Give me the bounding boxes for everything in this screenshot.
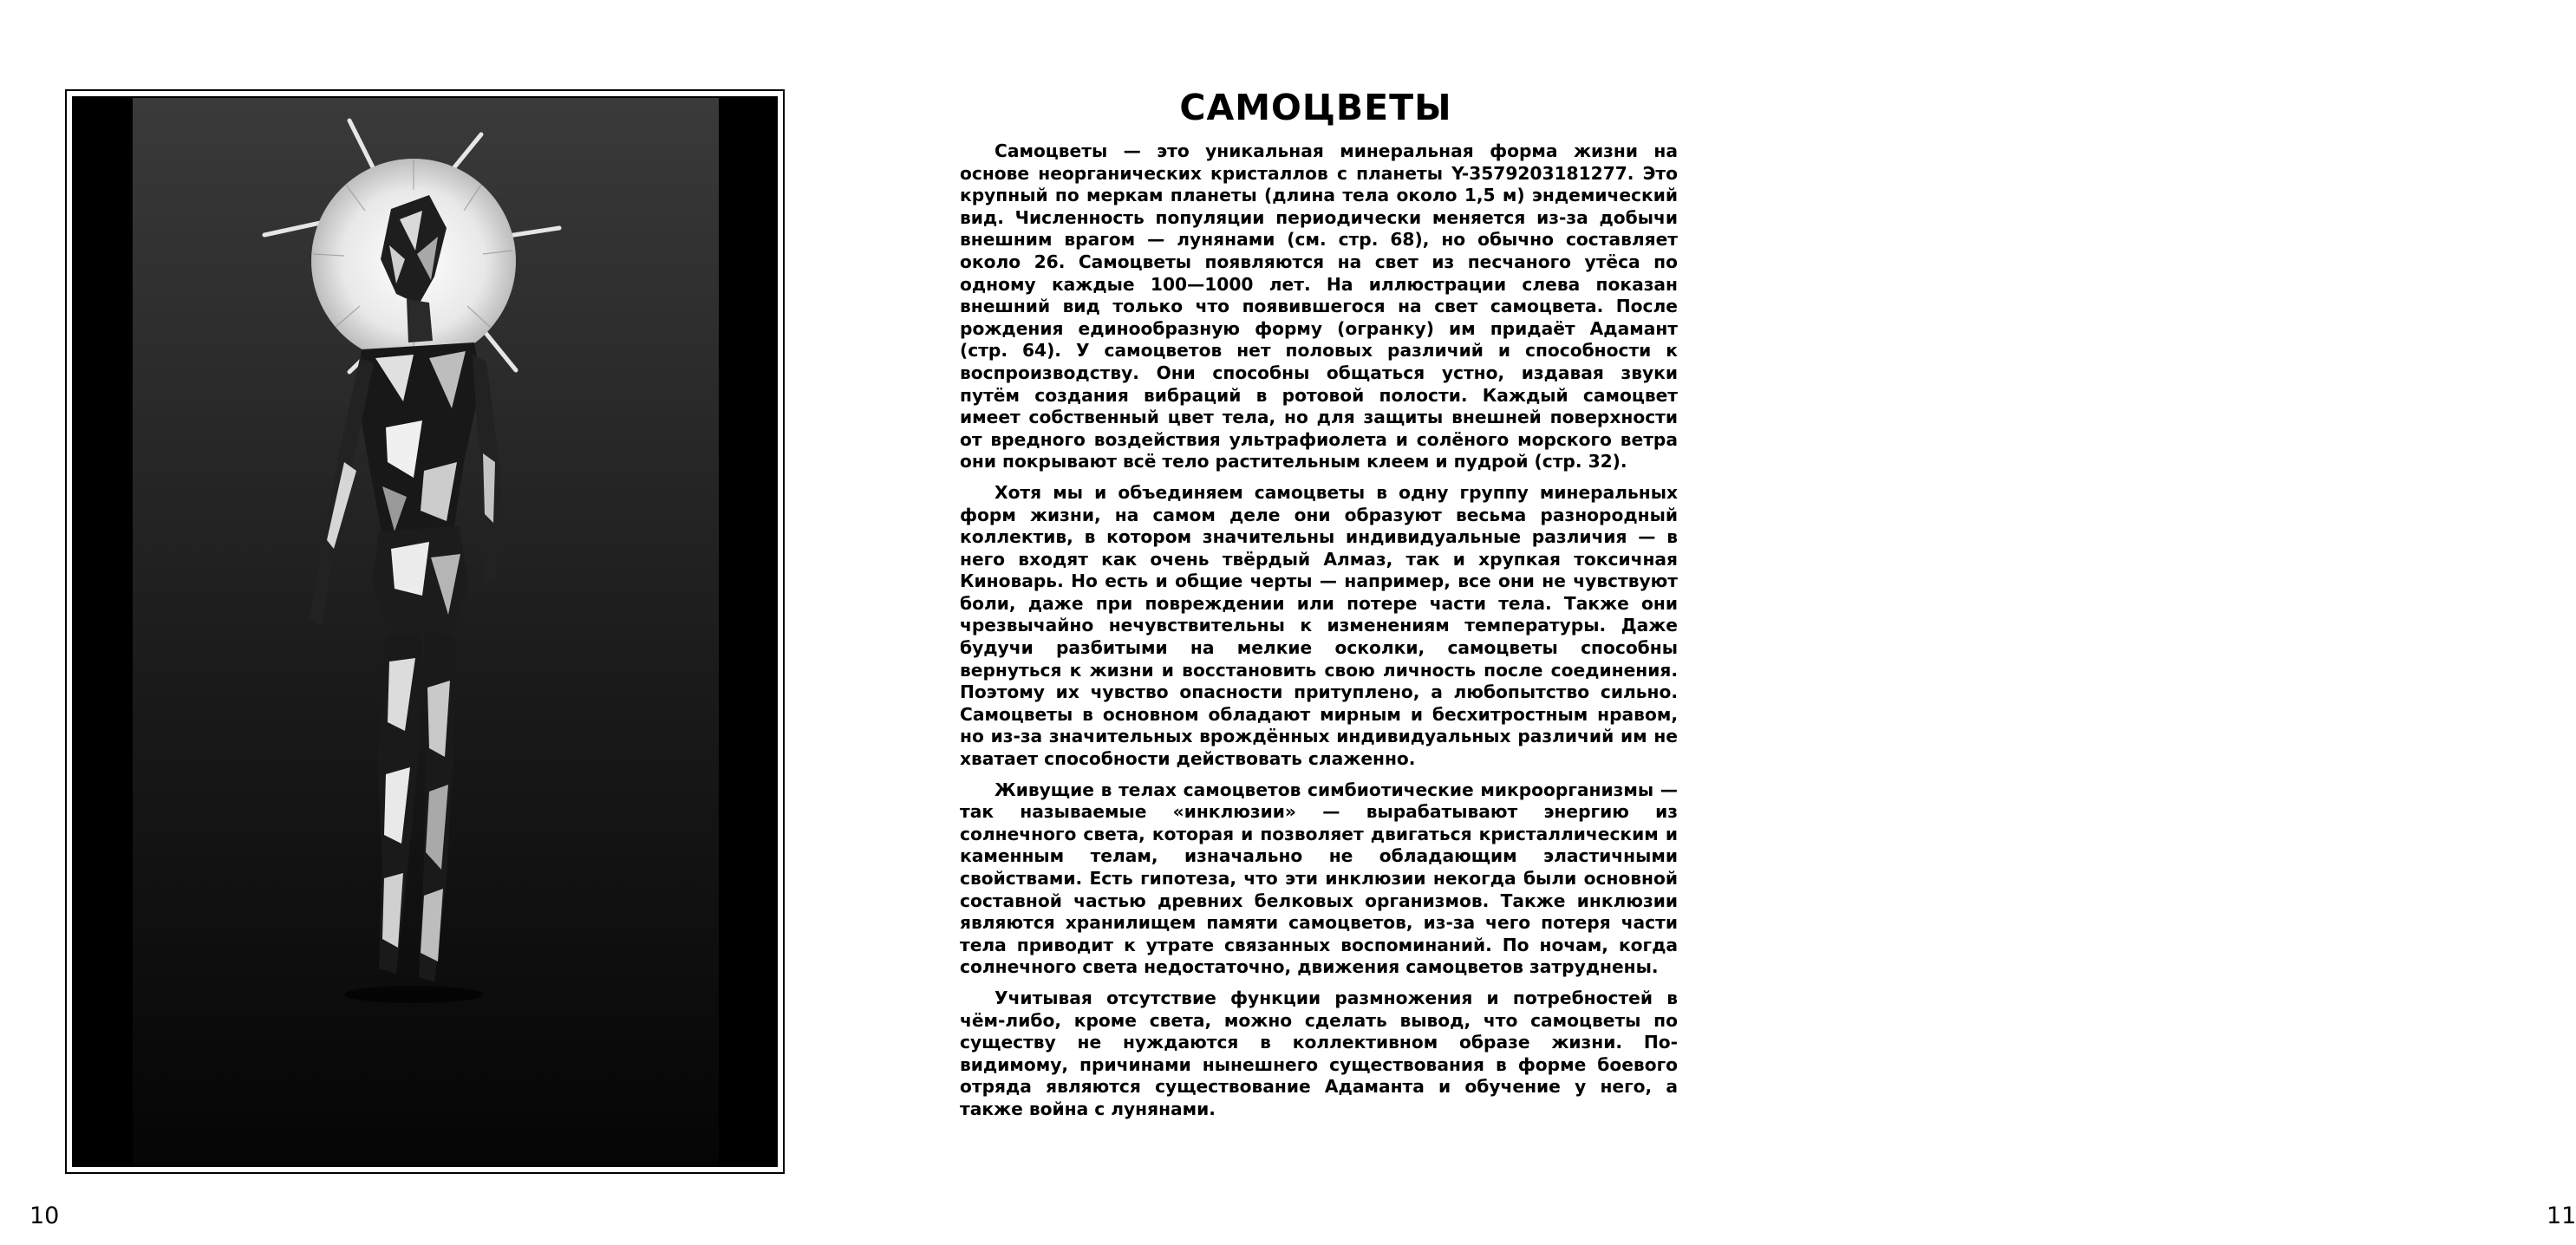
crystal-figure-illustration	[72, 96, 778, 1167]
page-number-left: 10	[29, 1203, 60, 1229]
right-page	[867, 0, 2576, 1245]
paragraph-1: Самоцветы — это уникальная минеральная форма жизни на основе неорганических кристаллов с планеты Y-3579203181277. Это крупный по меркам планеты (длина тела около 1,5 м) эндемический вид. Численность популяции периодически меняется из-за добычи внешним врагом — лунянами (см. стр. 68), но обычно составляет около 26. Самоцветы появляются на свет из песчаного утёса по одному каждые 100—1000 лет. На иллюстрации слева показан внешний вид только что появившегося на свет самоцвета. После рождения единообразную форму (огранку) им придаёт Адамант (стр. 64). У самоцветов нет половых различий и способности к воспроизводству. Они способны общаться устно, издавая звуки путём создания вибраций в ротовой полости. Каждый самоцвет имеет собственный цвет тела, но для защиты внешней поверхности от вредного воздействия ультрафиолета и солёного морского ветра они покрывают всё тело растительным клеем и пудрой (стр. 32).	[960, 140, 1678, 473]
illustration-frame	[65, 89, 785, 1174]
page-number-right: 11	[2547, 1203, 2576, 1229]
article-title: САМОЦВЕТЫ	[1179, 87, 1452, 128]
paragraph-2: Хотя мы и объединяем самоцветы в одну группу минеральных форм жизни, на самом деле они образуют весьма разнородный коллектив, в котором значительны индивидуальные различия — в него входят как очень твёрдый Алмаз, так и хрупкая токсичная Киноварь. Но есть и общие черты — например, все они не чувствуют боли, даже при повреждении или потере части тела. Также они чрезвычайно нечувствительны к изменениям температуры. Даже будучи разбитыми на мелкие осколки, самоцветы способны вернуться к жизни и восстановить свою личность после соединения. Поэтому их чувство опасности притуплено, а любопытство сильно. Самоцветы в основном обладают мирным и бесхитростным нравом, но из-за значительных врождённых индивидуальных различий им не хватает способности действовать слаженно.	[960, 481, 1678, 770]
article-body	[960, 140, 1678, 1130]
paragraph-4: Учитывая отсутствие функции размножения и потребностей в чём-либо, кроме света, можно сделать вывод, что самоцветы по существу не нуждаются в коллективном образе жизни. По-видимому, причинами нынешнего существования в форме боевого отряда являются существование Адаманта и обучение у него, а также война с лунянами.	[960, 987, 1678, 1119]
left-page	[0, 0, 867, 1245]
paragraph-3: Живущие в телах самоцветов симбиотические микроорганизмы — так называемые «инклюзии» — вырабатывают энергию из солнечного света, которая и позволяет двигаться кристаллическим и каменным телам, изначально не обладающим эластичными свойствами. Есть гипотеза, что эти инклюзии некогда были основной составной частью древних белковых организмов. Также инклюзии являются хранилищем памяти самоцветов, из-за чего потеря части тела приводит к утрате связанных воспоминаний. По ночам, когда солнечного света недостаточно, движения самоцветов затруднены.	[960, 779, 1678, 978]
